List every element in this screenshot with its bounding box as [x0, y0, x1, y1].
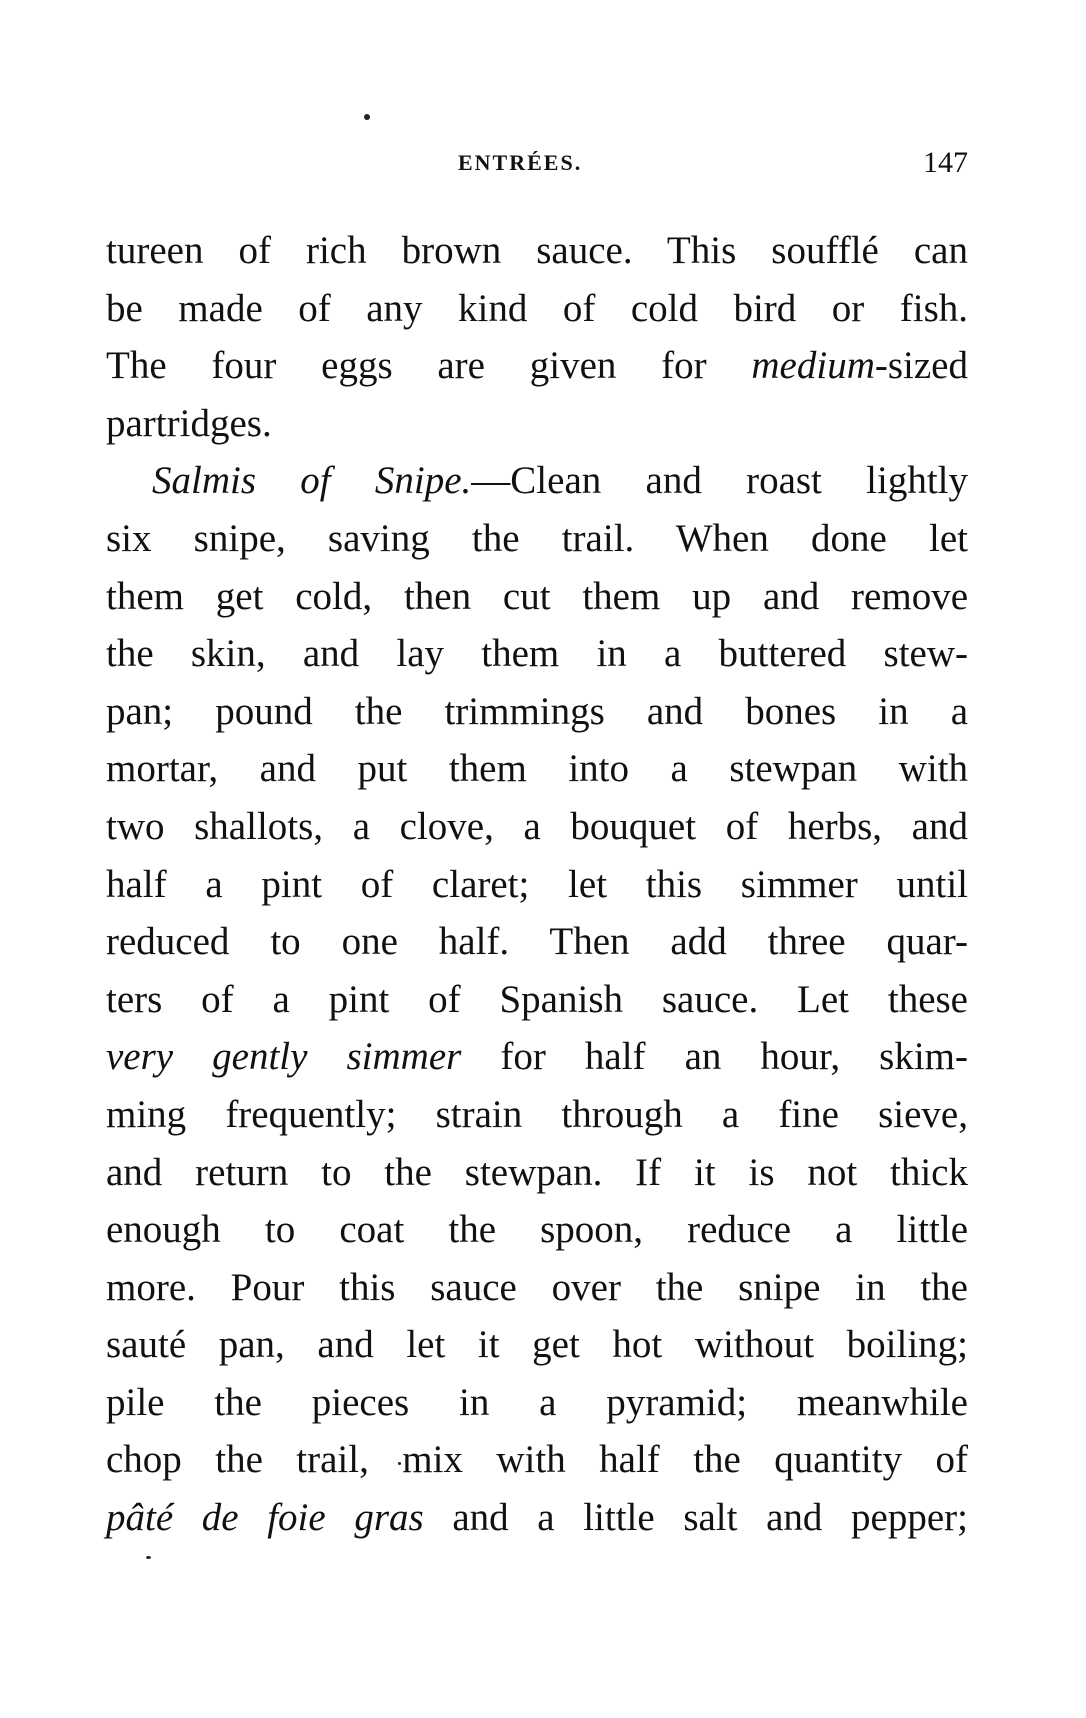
text-line: ming frequently; strain through a fine sieve, — [106, 1092, 968, 1136]
running-head — [108, 146, 968, 190]
recipe-heading-line — [106, 452, 968, 510]
text-run: —Clean and roast lightly — [471, 459, 968, 503]
text-line: mortar, and put them into a stewpan with — [106, 747, 968, 791]
text-run: for half an hour, skim- — [461, 1035, 968, 1079]
text-line: reduced to one half. Then add three quar- — [106, 920, 968, 964]
running-head-title: ENTRÉES. — [458, 150, 583, 175]
text-line — [106, 337, 968, 395]
text-line: be made of any kind of cold bird or fish. — [106, 286, 968, 330]
text-line: six snipe, saving the trail. When done let — [106, 516, 968, 560]
text-line: and return to the stewpan. If it is not thick — [106, 1150, 968, 1194]
text-line: chop the trail, mix with half the quantity of — [106, 1438, 968, 1482]
text-run: -sized — [874, 344, 968, 388]
text-line: half a pint of claret; let this simmer until — [106, 862, 968, 906]
text-line: pile the pieces in a pyramid; meanwhile — [106, 1380, 968, 1424]
text-line: enough to coat the spoon, reduce a little — [106, 1208, 968, 1252]
text-line: ters of a pint of Spanish sauce. Let these — [106, 977, 968, 1021]
text-line: two shallots, a clove, a bouquet of herbs, and — [106, 804, 968, 848]
text-line: tureen of rich brown sauce. This soufflé can — [106, 229, 968, 272]
text-line — [106, 1028, 968, 1086]
body-text — [106, 222, 968, 1547]
recipe-title: Salmis of Snipe. — [152, 459, 472, 503]
text-run: and a little salt and pepper; — [423, 1496, 968, 1540]
text-line: pan; pound the trimmings and bones in a — [106, 689, 968, 733]
italic-run: pâté de foie gras — [106, 1496, 424, 1540]
text-line: more. Pour this sauce over the snipe in the — [106, 1265, 968, 1309]
italic-run: very gently simmer — [106, 1035, 462, 1079]
text-line: sauté pan, and let it get hot without boiling; — [106, 1323, 968, 1367]
text-run: The four eggs are given for — [106, 344, 752, 388]
ink-speck-corner — [146, 1556, 151, 1559]
text-line: partridges. — [106, 401, 272, 445]
text-line: the skin, and lay them in a buttered stew- — [106, 632, 968, 676]
text-line: them get cold, then cut them up and remove — [106, 574, 968, 618]
italic-run: medium — [751, 344, 875, 388]
ink-speck-top — [364, 114, 370, 120]
page-number: 147 — [923, 146, 968, 179]
text-line — [106, 1489, 968, 1547]
